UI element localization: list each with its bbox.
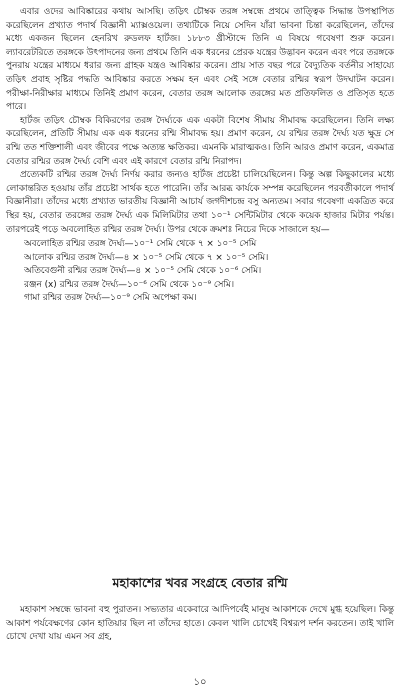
book-page: [6, 6, 394, 690]
list-item: অবলোহিত রশ্মির তরঙ্গ দৈর্ঘ্য—১০⁻¹ সেমি থেকে ৭ × ১০⁻⁵ সেমি: [24, 239, 257, 250]
section-paragraph: মহাকাশ সম্বন্ধে ভাবনা বহু পুরাতন। সভ্যতার একেবারে আদিপর্বেই মানুষ আকাশকে দেখে মুগ্ধ হয়েছিল। কিন্তু আকাশ পর্যবেক্ষণের কোন হাতিয়ার ছিল না তাঁদের হাতে। কেবল খালি চোখেই বিশ্বরূপ দর্শন করতেন। তাই খালি চোখে দেখা যায় এমন সব গ্রহ,: [6, 605, 394, 643]
list-item: রঞ্জন (x) রশ্মির তরঙ্গ দৈর্ঘ্য—১০⁻⁶ সেমি থেকে ১০⁻⁹ সেমি।: [24, 279, 235, 290]
list-item: আলোক রশ্মির তরঙ্গ দৈর্ঘ্য—৪ × ১০⁻⁵ সেমি থেকে ৭ × ১০⁻⁵ সেমি।: [24, 252, 269, 263]
paragraph-3: প্রত্যেকটি রশ্মির তরঙ্গ দৈর্ঘ্য নির্ণয় করার জন্যও হার্টজ প্রচেষ্টা চালিয়েছিলেন। কিন্তু অল্প কিছুকালের মধ্যে লোকান্তরিত হওয়ায় তাঁর প্রচেষ্টা সার্থক হতে পারেনি। তাঁর আরব্ধ কার্যকে সম্পন্ন করেছিলেন পরবর্তীকালে পদার্থ বিজ্ঞানীরা। তাঁদের মধ্যে প্রখ্যাত ভারতীয় বিজ্ঞানী আচার্য জগদীশচন্দ্র বসু অন্যতম। সবার গবেষণা একত্রিত করে স্থির হয়, বেতার তরঙ্গের তরঙ্গ দৈর্ঘ্য এক মিলিমিটার তথা ১০⁻¹ সেন্টিমিটার থেকে কয়েক হাজার মিটার পর্যন্ত। তারপরেই পড়ে অবলোহিত রশ্মির তরঙ্গ দৈর্ঘ্য। উপর থেকে ক্রমশঃ নিচের দিকে সাজালে হয়—: [6, 170, 394, 235]
wavelength-list: [24, 238, 394, 306]
paragraph-2: হার্টজ তড়িৎ চৌম্বক বিকিরণের তরঙ্গ দৈর্ঘ্যকে এক একটা বিশেষ সীমায় সীমাবদ্ধ করেছিলেন। তিনি লক্ষ্য করেছিলেন, প্রতিটি সীমায় এক এক ধরনের রশ্মি সীমাবদ্ধ হয়। প্রমাণ করেন, যে রশ্মির তরঙ্গ দৈর্ঘ্য যত ক্ষুদ্র সে রশ্মি তত শক্তিশালী এবং জীবের পক্ষে অত্যন্ত ক্ষতিকর। এমনকি মারাত্মকও। তিনি আরও প্রমাণ করেন, একমাত্র বেতার রশ্মির তরঙ্গ দৈর্ঘ্য বেশি এবং এই কারণে বেতার রশ্মি নিরাপদ।: [6, 115, 394, 167]
list-item: অতিবেগুনী রশ্মির তরঙ্গ দৈর্ঘ্য—৪ × ১০⁻⁵ সেমি থেকে ১০⁻⁶ সেমি।: [24, 266, 262, 277]
page-number: ১০: [193, 677, 207, 688]
list-item: গামা রশ্মির তরঙ্গ দৈর্ঘ্য—১০⁻⁹ সেমি অপেক্ষা কম।: [24, 293, 197, 304]
section-heading: মহাকাশের খবর সংগ্রহে বেতার রশ্মি: [112, 575, 288, 590]
paragraph-1: এবার ওদের আবিষ্কারের কথায় আসছি। তড়িৎ চৌম্বক তরঙ্গ সম্বন্ধে প্রথমে তাত্ত্বিক সিদ্ধান্ত উপস্থাপিত করেছিলেন প্রখ্যাত পদার্থ বিজ্ঞানী ম্যাক্সওয়েল। তথ্যটিকে নিয়ে সেদিন যাঁরা ভাবনা চিন্তা করেছিলেন, তাঁদের মধ্যে একজন ছিলেন হেনরিখ রুডলফ হার্টজ। ১৮৮৩ খ্রীস্টাব্দে তিনি এ বিষয়ে গবেষণা শুরু করেন। ল্যাবরেটরিতে তরঙ্গকে উৎপাদনের জন্য প্রথমে তিনি এক ধরনের প্রেরক যন্ত্রের উদ্ভাবন করেন এবং পরে তরঙ্গকে পুনরায় যন্ত্রের মাধ্যমে ধরার জন্য গ্রাহক যন্ত্রও আবিষ্কার করেন। প্রায় সাত বছর পরে বৈদ্যুতিক বর্তনীর সাহায্যে তড়িৎ প্রবাহ সৃষ্টির পদ্ধতি আবিষ্কার করতে সক্ষম হন এবং সেই সঙ্গে বেতার রশ্মির স্বরূপ উদঘাটন করেন। পরীক্ষা-নিরীক্ষার মাধ্যমে তিনিই প্রমাণ করেন, বেতার তরঙ্গ আলোক তরঙ্গের মত প্রতিফলিত ও প্রতিসৃত হতে পারে।: [6, 7, 394, 113]
